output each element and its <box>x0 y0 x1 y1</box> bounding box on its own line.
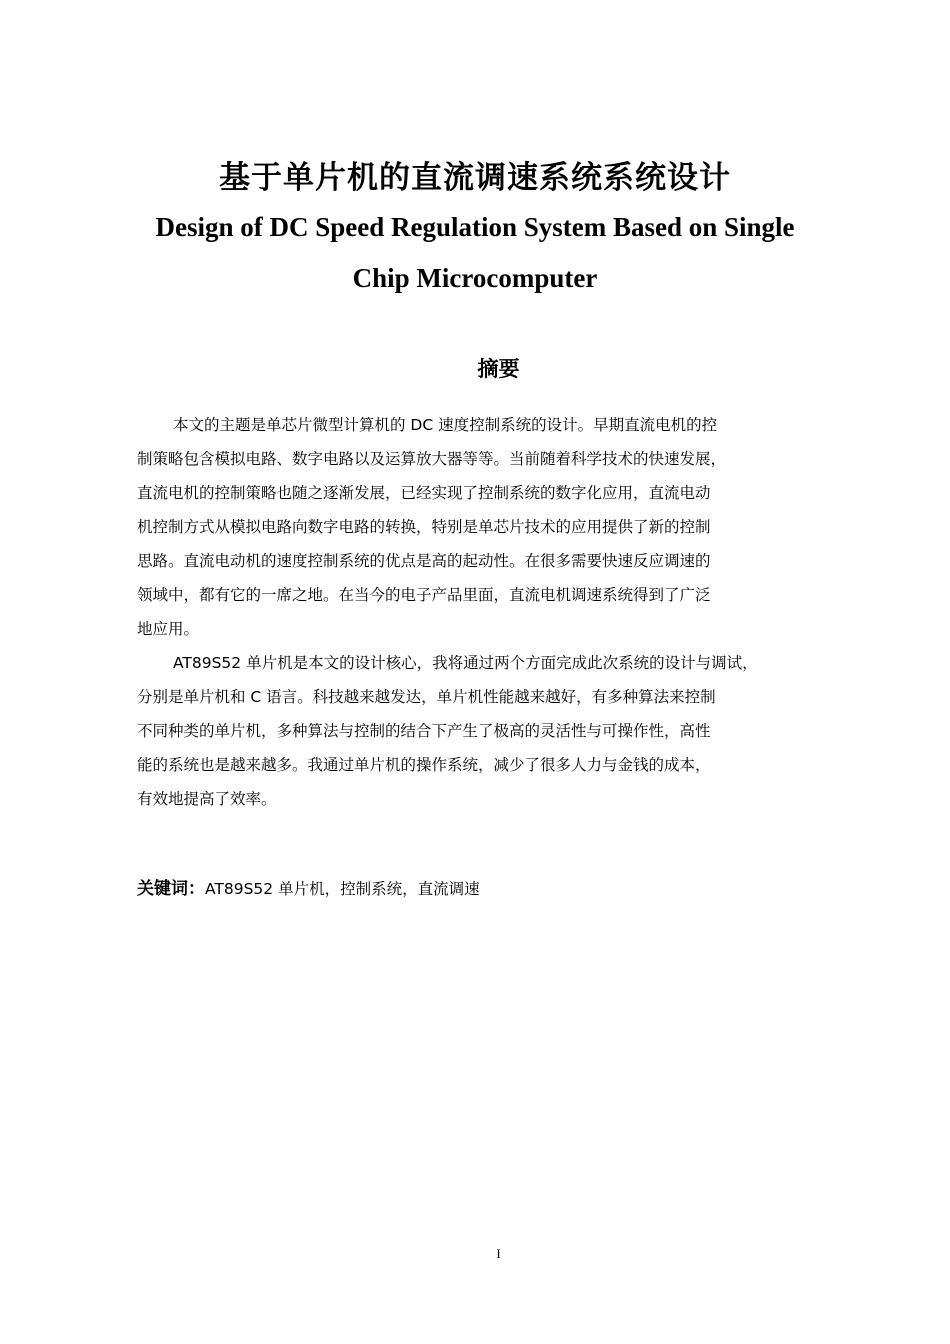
abstract-body <box>137 408 862 816</box>
english-title-line-1: Design of DC Speed Regulation System Based on Single <box>155 212 795 242</box>
paragraph-line: 分别是单片机和 C 语言。科技越来越发达，单片机性能越来越好，有多种算法来控制 <box>137 688 716 706</box>
keywords-value: AT89S52 单片机，控制系统，直流调速 <box>205 880 480 898</box>
paragraph-line: 能的系统也是越来越多。我通过单片机的操作系统，减少了很多人力与金钱的成本， <box>137 756 711 774</box>
paragraph-line: 不同种类的单片机，多种算法与控制的结合下产生了极高的灵活性与可操作性，高性 <box>137 722 711 740</box>
keywords-line <box>137 872 480 906</box>
paragraph-line: 有效地提高了效率。 <box>137 790 277 808</box>
page-number: I <box>496 1246 501 1261</box>
english-title-line-2: Chip Microcomputer <box>352 263 598 293</box>
paragraph-line: 地应用。 <box>137 620 200 638</box>
paragraph-line: 领域中，都有它的一席之地。在当今的电子产品里面，直流电机调速系统得到了广泛 <box>137 586 711 604</box>
chinese-title: 基于单片机的直流调速系统系统设计 <box>219 160 731 196</box>
paragraph-line: 制策略包含模拟电路、数字电路以及运算放大器等等。当前随着科学技术的快速发展， <box>137 450 727 468</box>
paragraph-line: AT89S52 单片机是本文的设计核心，我将通过两个方面完成此次系统的设计与调试， <box>173 654 758 672</box>
paragraph-line: 直流电机的控制策略也随之逐渐发展，已经实现了控制系统的数字化应用，直流电动 <box>137 484 711 502</box>
paragraph-line: 思路。直流电动机的速度控制系统的优点是高的起动性。在很多需要快速反应调速的 <box>137 552 711 570</box>
abstract-heading: 摘要 <box>477 357 520 381</box>
paragraph-line: 本文的主题是单芯片微型计算机的 DC 速度控制系统的设计。早期直流电机的控 <box>173 416 718 434</box>
english-title <box>0 202 950 304</box>
paragraph-line: 机控制方式从模拟电路向数字电路的转换，特别是单芯片技术的应用提供了新的控制 <box>137 518 711 536</box>
keywords-label: 关键词： <box>137 879 205 899</box>
